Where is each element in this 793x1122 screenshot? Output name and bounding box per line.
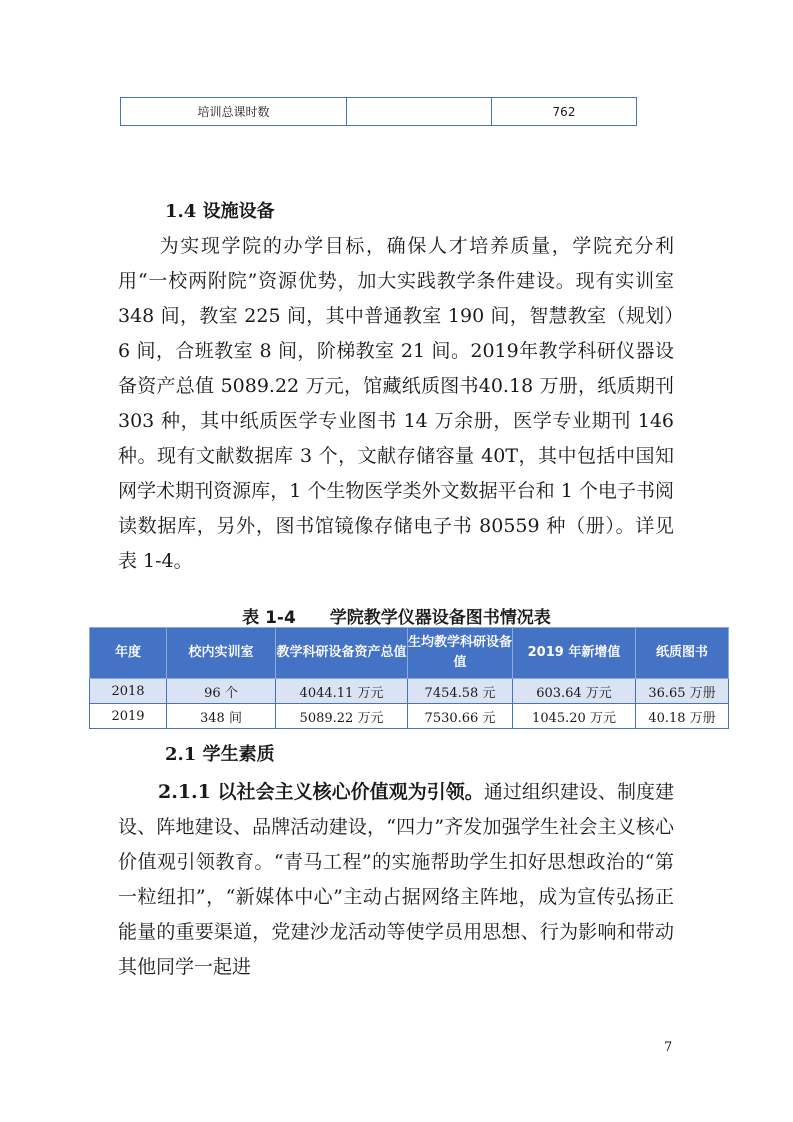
- cell: 40.18 万册: [636, 704, 729, 729]
- training-hours-value: 762: [492, 98, 637, 126]
- cell: 2019: [90, 704, 167, 729]
- header-new-value: 2019 年新增值: [513, 628, 636, 679]
- header-equipment-total: 教学科研设备资产总值: [276, 628, 408, 679]
- student-quality-paragraph: [118, 775, 674, 985]
- table-row: [90, 679, 729, 704]
- student-quality-text: 通过组织建设、制度建设、阵地建设、品牌活动建设，“四力”齐发加强学生社会主义核心价值观引领教育。“青马工程”的实施帮助学生扣好思想政治的“第一粒纽扣”，“新媒体中心”主动占据网络主阵地，成为宣传弘扬正能量的重要渠道，党建沙龙活动等使学员用思想、行为影响和带动其他同学一起进: [118, 781, 674, 978]
- header-books: 纸质图书: [636, 628, 729, 679]
- header-per-student: 生均教学科研设备值: [408, 628, 513, 679]
- cell: 603.64 万元: [513, 679, 636, 704]
- subsection-lead: 2.1.1 以社会主义核心价值观为引领。: [158, 781, 484, 803]
- cell: 1045.20 万元: [513, 704, 636, 729]
- table-row: [121, 98, 637, 126]
- training-hours-blank: [347, 98, 492, 126]
- cell: 348 间: [167, 704, 276, 729]
- facilities-text: 为实现学院的办学目标，确保人才培养质量，学院充分利用“一校两附院”资源优势，加大实践教学条件建设。现有实训室 348 间，教室 225 间，其中普通教室 190 间，智慧教室（规划）6 间，合班教室 8 间，阶梯教室 21 间。2019年教学科研仪器设备资产总值 5089.22 万元，馆藏纸质图书40.18 万册，纸质期刊 303 种，其中纸质医学专业图书 14 万余册，医学专业期刊 146 种。现有文献数据库 3 个，文献存储容量 40T，其中包括中国知网学术期刊资源库，1 个生物医学类外文数据平台和 1 个电子书阅读数据库，另外，图书馆镜像存储电子书 80559 种（册）。详见表 1-4。: [118, 235, 674, 572]
- table-caption: 表 1-4 学院教学仪器设备图书情况表: [242, 608, 551, 628]
- cell: 96 个: [167, 679, 276, 704]
- header-training-rooms: 校内实训室: [167, 628, 276, 679]
- header-year: 年度: [90, 628, 167, 679]
- section-heading-facilities: 1.4 设施设备: [165, 201, 275, 222]
- section-heading-student-quality: 2.1 学生素质: [165, 744, 275, 765]
- cell: 4044.11 万元: [276, 679, 408, 704]
- cell: 2018: [90, 679, 167, 704]
- training-hours-label: 培训总课时数: [121, 98, 347, 126]
- equipment-table: [89, 627, 729, 729]
- table-row: [90, 704, 729, 729]
- training-hours-table: [120, 97, 637, 126]
- cell: 7530.66 元: [408, 704, 513, 729]
- page-number: 7: [664, 1040, 673, 1055]
- cell: 36.65 万册: [636, 679, 729, 704]
- cell: 7454.58 元: [408, 679, 513, 704]
- cell: 5089.22 万元: [276, 704, 408, 729]
- table-header-row: [90, 628, 729, 679]
- facilities-paragraph: [118, 229, 674, 579]
